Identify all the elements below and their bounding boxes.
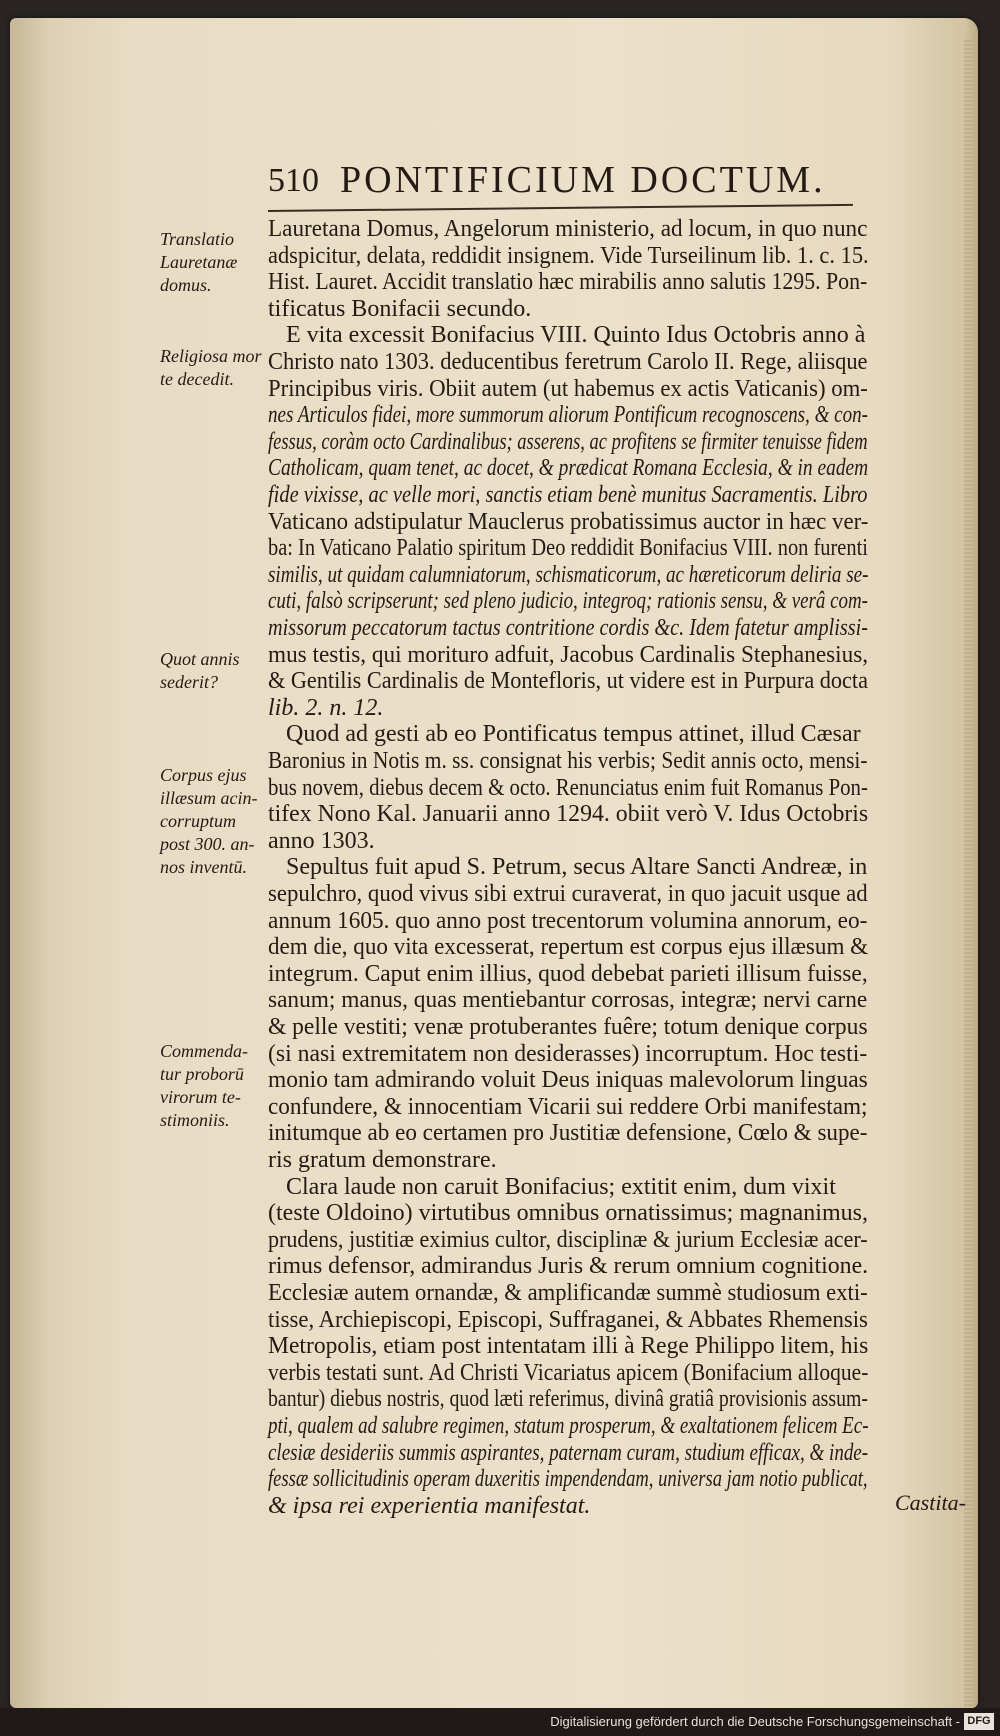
dfg-logo: DFG bbox=[964, 1713, 994, 1730]
text-line: missorum peccatorum tactus contritione cordis &c. Idem fatetur amplissi- bbox=[268, 615, 868, 641]
text-line: Lauretana Domus, Angelorum ministerio, ad locum, in quo nunc bbox=[268, 216, 868, 242]
margin-note-line: post 300. an- bbox=[160, 834, 255, 854]
margin-note-line: Religiosa mor bbox=[160, 346, 262, 366]
margin-note-line: illæsum acin- bbox=[160, 788, 258, 808]
margin-note-line: tur proborū bbox=[160, 1064, 244, 1084]
text-line: Baronius in Notis m. ss. consignat his verbis; Sedit annis octo, mensi- bbox=[268, 748, 868, 774]
margin-note bbox=[160, 764, 270, 879]
text-line: Ecclesiæ autem ornandæ, & amplificandæ summè studiosum exti- bbox=[268, 1280, 868, 1306]
margin-note-line: te decedit. bbox=[160, 369, 234, 389]
text-line: Vaticano adstipulatur Mauclerus probatissimus auctor in hæc ver- bbox=[268, 508, 869, 535]
text-line: Hist. Lauret. Accidit translatio hæc mirabilis anno salutis 1295. Pon- bbox=[268, 269, 868, 296]
margin-note-line: Corpus ejus bbox=[160, 765, 247, 785]
text-line: similis, ut quidam calumniatorum, schismaticorum, ac hæreticorum deliria se- bbox=[268, 561, 869, 588]
text-line: tifex Nono Kal. Januarii anno 1294. obiit verò V. Idus Octobris bbox=[268, 801, 869, 828]
margin-note-line: virorum te- bbox=[160, 1087, 241, 1107]
text-line: clesiæ desideriis summis aspirantes, paternam curam, studium efficax, & inde- bbox=[268, 1439, 869, 1466]
text-line: (teste Oldoino) virtutibus omnibus ornatissimus; magnanimus, bbox=[268, 1200, 868, 1227]
running-title: PONTIFICIUM DOCTUM. bbox=[340, 159, 826, 201]
margin-note-line: domus. bbox=[160, 275, 212, 295]
text-line: E vita excessit Bonifacius VIII. Quinto Idus Octobris anno à bbox=[286, 322, 866, 349]
text-line: bus novem, diebus decem & octo. Renunciatus enim fuit Romanus Pon- bbox=[268, 774, 868, 801]
margin-note-line: stimoniis. bbox=[160, 1110, 230, 1130]
text-line: dem die, quo vita excesserat, repertum est corpus ejus illæsum & bbox=[268, 934, 869, 961]
text-line: bantur) diebus nostris, quod læti referimus, divinâ gratiâ provisionis assum- bbox=[268, 1386, 868, 1413]
text-line: anno 1303. bbox=[268, 827, 375, 854]
text-line: tificatus Bonifacii secundo. bbox=[268, 295, 532, 322]
margin-note-line: Translatio bbox=[160, 229, 235, 249]
text-line: mus testis, qui morituro adfuit, Jacobus Cardinalis Stephanesius, bbox=[268, 641, 869, 668]
text-line: pti, qualem ad salubre regimen, statum prosperum, & exaltationem felicem Ec- bbox=[268, 1413, 869, 1439]
text-line: & pelle vestiti; venæ protuberantes fuêre; totum denique corpus bbox=[268, 1014, 868, 1040]
margin-note-line: Quot annis bbox=[160, 649, 240, 669]
text-line: initumque ab eo certamen pro Justitiæ defensione, Cœlo & supe- bbox=[268, 1120, 868, 1147]
text-line: Principibus viris. Obiit autem (ut habemus ex actis Vaticanis) om- bbox=[268, 375, 868, 402]
text-line: Clara laude non caruit Bonifacius; extitit enim, dum vixit bbox=[286, 1173, 836, 1200]
text-line: fessus, coràm octo Cardinalibus; asserens, ac profitens se firmiter tenuisse fidem bbox=[268, 428, 868, 455]
text-line: adspicitur, delata, reddidit insignem. Vide Turseilinum lib. 1. c. 15. bbox=[268, 242, 869, 269]
footer-bar bbox=[0, 1708, 1000, 1736]
text-line: tisse, Archiepiscopi, Episcopi, Suffraganei, & Abbates Rhemensis bbox=[268, 1306, 868, 1333]
margin-note-line: sederit? bbox=[160, 672, 218, 692]
margin-note bbox=[160, 345, 270, 391]
margin-note bbox=[160, 228, 270, 297]
text-line: fide vixisse, ac velle mori, sanctis etiam benè munitus Sacramentis. Libro bbox=[268, 482, 868, 508]
text-line: (si nasi extremitatem non desiderasses) incorruptum. Hoc testi- bbox=[268, 1040, 868, 1067]
text-line: Catholicam, quam tenet, ac docet, & prædicat Romana Ecclesia, & in eadem bbox=[268, 455, 869, 482]
text-line: ba: In Vaticano Palatio spiritum Deo reddidit Bonifacius VIII. non furenti bbox=[268, 535, 868, 562]
text-line: rimus defensor, admirandus Juris & rerum omnium cognitione. bbox=[268, 1253, 869, 1280]
text-line: integrum. Caput enim illius, quod debebat parieti illisum fuisse, bbox=[268, 960, 868, 987]
catchword: Castita- bbox=[895, 1490, 966, 1515]
text-line: confundere, & innocentiam Vicarii sui reddere Orbi manifestam; bbox=[268, 1093, 868, 1120]
text-line: annum 1605. quo anno post trecentorum volumina annorum, eo- bbox=[268, 907, 868, 934]
page-header bbox=[268, 158, 858, 204]
text-line: Quod ad gesti ab eo Pontificatus tempus attinet, illud Cæsar bbox=[286, 721, 861, 748]
margin-note-line: corruptum bbox=[160, 811, 236, 831]
text-line: sanum; manus, quas mentiebantur corrosas, integræ; nervi carne bbox=[268, 987, 868, 1014]
margin-note-line: Commenda- bbox=[160, 1041, 248, 1061]
page-edge bbox=[964, 38, 972, 1718]
text-line: lib. 2. n. 12. bbox=[268, 694, 384, 721]
text-line: ris gratum demonstrare. bbox=[268, 1147, 497, 1173]
footer-credit: Digitalisierung gefördert durch die Deutsche Forschungsgemeinschaft - bbox=[550, 1714, 960, 1729]
page-number: 510 bbox=[268, 162, 319, 199]
text-line: fessæ sollicitudinis operam duxeritis impendendam, universa jam notio publicat, bbox=[268, 1466, 868, 1493]
text-line: Sepultus fuit apud S. Petrum, secus Altare Sancti Andreæ, in bbox=[286, 854, 868, 881]
text-line: & ipsa rei experientia manifestat. bbox=[268, 1492, 591, 1519]
text-line: monio tam admirando voluit Deus iniquas malevolorum linguas bbox=[268, 1067, 868, 1094]
margin-note bbox=[160, 1040, 270, 1132]
text-line: & Gentilis Cardinalis de Montefloris, ut videre est in Purpura docta bbox=[268, 668, 868, 695]
text-line: sepulchro, quod vivus sibi extrui curaverat, in quo jacuit usque ad bbox=[268, 881, 868, 907]
text-line: verbis testati sunt. Ad Christi Vicariatus apicem (Bonifacium alloque- bbox=[268, 1359, 869, 1386]
margin-note-line: Lauretanæ bbox=[160, 252, 238, 272]
text-line: nes Articulos fidei, more summorum aliorum Pontificum recognoscens, & con- bbox=[268, 402, 869, 429]
margin-note-line: nos inventū. bbox=[160, 857, 247, 877]
text-line: Metropolis, etiam post intentatam illi à Rege Philippo litem, his bbox=[268, 1333, 869, 1360]
text-line: prudens, justitiæ eximius cultor, disciplinæ & jurium Ecclesiæ acer- bbox=[268, 1226, 868, 1253]
margin-note bbox=[160, 648, 270, 694]
text-line: Christo nato 1303. deducentibus feretrum Carolo II. Rege, aliisque bbox=[268, 349, 868, 375]
text-line: cuti, falsò scripserunt; sed pleno judicio, integroq; rationis sensu, & verâ com- bbox=[268, 588, 868, 615]
